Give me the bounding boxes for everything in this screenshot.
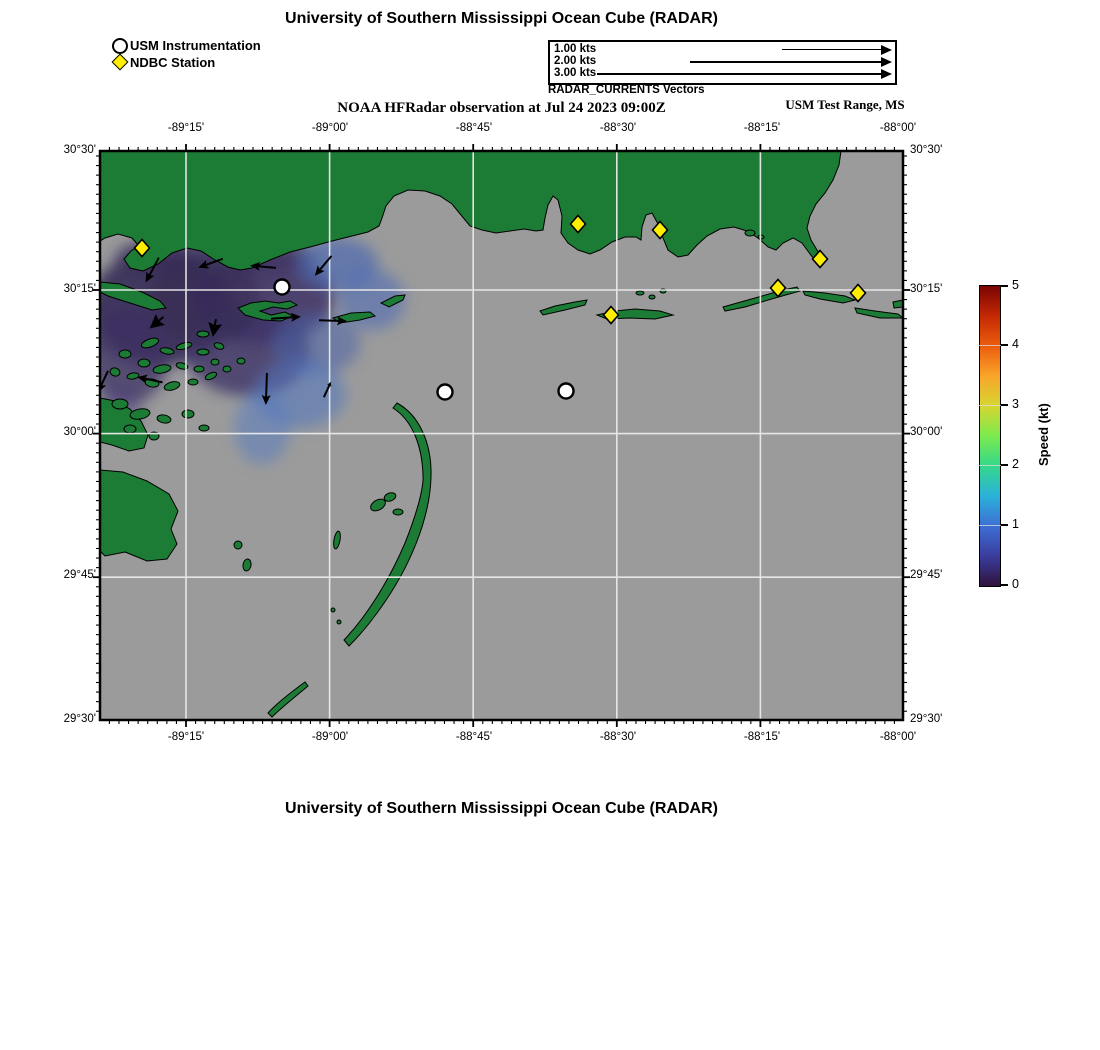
x-tick-label-bottom: -89°15' <box>167 731 205 743</box>
x-tick-label-bottom: -89°00' <box>311 731 349 743</box>
x-tick-label-top: -88°00' <box>879 122 917 134</box>
y-tick-label-left: 30°15' <box>63 283 96 295</box>
usm-instrument-legend-icon <box>112 38 128 54</box>
usm-instrument-marker <box>559 384 574 399</box>
colorbar-gridline <box>979 405 1002 406</box>
speed-colorbar <box>979 285 1001 587</box>
x-tick-label-top: -89°15' <box>167 122 205 134</box>
colorbar-tick <box>1001 344 1008 346</box>
x-tick-label-top: -88°45' <box>455 122 493 134</box>
x-tick-label-top: -89°00' <box>311 122 349 134</box>
colorbar-tick-label: 3 <box>1012 397 1019 411</box>
y-tick-label-left: 29°45' <box>63 569 96 581</box>
colorbar-tick <box>1001 285 1008 287</box>
colorbar-title: Speed (kt) <box>1036 403 1051 467</box>
map-canvas <box>55 115 955 760</box>
y-tick-label-left: 29°30' <box>63 713 96 725</box>
usm-instrument-marker <box>275 280 290 295</box>
x-tick-label-bottom: -88°45' <box>455 731 493 743</box>
vector-scale-label-1: 1.00 kts <box>554 43 597 55</box>
colorbar-tick-label: 5 <box>1012 278 1019 292</box>
y-tick-label-right: 30°30' <box>910 144 943 156</box>
x-tick-label-top: -88°30' <box>599 122 637 134</box>
vector-scale-arrowhead-3 <box>881 69 892 79</box>
vector-scale-arrowhead-1 <box>881 45 892 55</box>
vector-scale-shaft-3 <box>597 73 882 75</box>
y-tick-label-left: 30°30' <box>63 144 96 156</box>
test-range-label: USM Test Range, MS <box>785 97 905 112</box>
vector-scale-box <box>548 40 897 85</box>
vector-scale-shaft-1 <box>782 49 882 51</box>
vector-scale-label-2: 2.00 kts <box>554 55 597 67</box>
y-tick-label-left: 30°00' <box>63 426 96 438</box>
page-title: University of Southern Mississippi Ocean Cube (RADAR) <box>285 10 718 27</box>
colorbar-gridline <box>979 465 1002 466</box>
colorbar-tick <box>1001 524 1008 526</box>
usm-instrument-marker <box>438 385 453 400</box>
colorbar-tick <box>1001 464 1008 466</box>
vector-scale-arrowhead-2 <box>881 57 892 67</box>
y-tick-label-right: 29°45' <box>910 569 943 581</box>
vector-scale-caption: RADAR_CURRENTS Vectors <box>548 84 705 96</box>
y-tick-label-right: 30°15' <box>910 283 943 295</box>
colorbar-tick <box>1001 404 1008 406</box>
ndbc-legend-label: NDBC Station <box>130 55 216 70</box>
colorbar-gridline <box>979 345 1002 346</box>
vector-scale-label-3: 3.00 kts <box>554 67 597 79</box>
x-tick-label-bottom: -88°30' <box>599 731 637 743</box>
colorbar-tick-label: 4 <box>1012 337 1019 351</box>
x-tick-label-bottom: -88°00' <box>879 731 917 743</box>
colorbar-tick-label: 2 <box>1012 457 1019 471</box>
x-tick-label-bottom: -88°15' <box>743 731 781 743</box>
speed-blob <box>234 392 290 464</box>
vector-scale-shaft-2 <box>690 61 882 63</box>
y-tick-label-right: 29°30' <box>910 713 943 725</box>
barrier-island <box>893 300 903 308</box>
bottom-title: University of Southern Mississippi Ocean Cube (RADAR) <box>285 800 718 817</box>
colorbar-gridline <box>979 525 1002 526</box>
colorbar-tick-label: 1 <box>1012 517 1019 531</box>
usm-legend-label: USM Instrumentation <box>130 38 261 53</box>
y-tick-label-right: 30°00' <box>910 426 943 438</box>
x-tick-label-top: -88°15' <box>743 122 781 134</box>
ndbc-station-legend-icon <box>112 54 129 71</box>
colorbar-tick-label: 0 <box>1012 577 1019 591</box>
colorbar-tick <box>1001 584 1008 586</box>
observation-subtitle: NOAA HFRadar observation at Jul 24 2023 09:00Z <box>337 100 666 116</box>
